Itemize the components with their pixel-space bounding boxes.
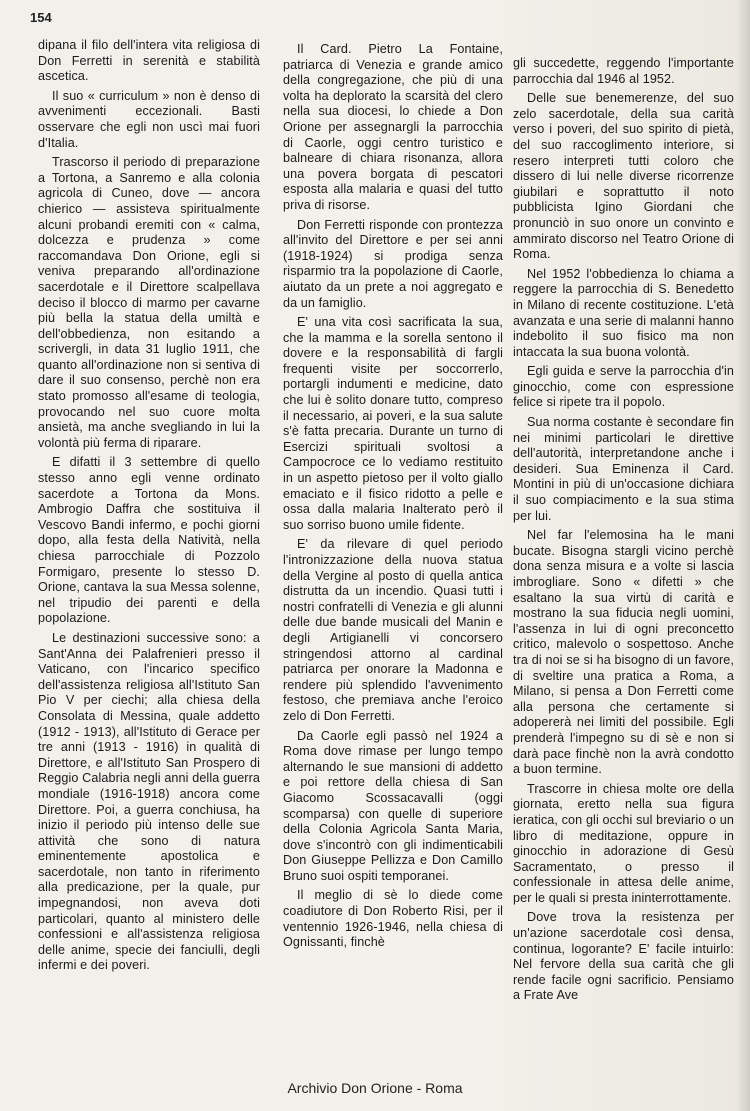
page-edge-shadow <box>736 0 750 1111</box>
paragraph: Dove trova la resistenza per un'azione sacerdotale così densa, continua, logorante? E' facile intuirlo: Nel fervore della sua carità che gli rende facile ogni sacrificio. Pensiamo a Frate Ave <box>513 910 734 1003</box>
paragraph: dipana il filo dell'intera vita religiosa di Don Ferretti in serenità e stabilità ascetica. <box>38 38 260 84</box>
paragraph: Il suo « curriculum » non è denso di avvenimenti eccezionali. Basti osservare che egli non uscì mai fuori d'Italia. <box>38 88 260 150</box>
text-column-1 <box>38 38 260 978</box>
paragraph: Nel 1952 l'obbedienza lo chiama a reggere la parrocchia di S. Benedetto in Milano di recente costituzione. L'età avanzata e una serie di malanni hanno indebolito il suo fisico ma non intaccata la sua buona volontà. <box>513 266 734 359</box>
paragraph: Il meglio di sè lo diede come coadiutore di Don Roberto Risi, per il ventennio 1926-1946, nella chiesa di Ognissanti, finchè <box>283 888 503 950</box>
paragraph: Trascorso il periodo di preparazione a Tortona, a Sanremo e alla colonia agricola di Cuneo, dove — ancora chierico — assisteva spiritualmente alcuni probandi eremiti con « calma, dolcezza e prudenza » come raccomandava Don Orione, egli si veniva preparando all'ordinazione sacerdotale e il Direttore scalpellava deciso il blocco di marmo per cavarne più bella la statua della umiltà e dell'obbedienza, non esitando a scrivergli, in data 31 luglio 1911, che quanto all'ordinazione non si sentiva di dare il suo consenso, perchè non era stato promosso all'esame di teologia, provocando nel suo cuore molta ansietà, ma anche svegliando in lui la volontà più ferma di riparare. <box>38 155 260 450</box>
paragraph: Da Caorle egli passò nel 1924 a Roma dove rimase per lungo tempo alternando le sue mansioni di addetto e poi rettore della chiesa di San Giacomo Scossacavalli (oggi scomparsa) con quelle di superiore della Colonia Agricola Santa Maria, dove s'incontrò con gli indimenticabili Don Giuseppe Pellizza e Don Camillo Bruno suoi ospiti temporanei. <box>283 728 503 883</box>
paragraph: Trascorre in chiesa molte ore della giornata, eretto nella sua figura ieratica, con gli occhi sul breviario o un libro di meditazione, oppure in ginocchio in adorazione di Gesù Sacramentato, o presso il confessionale in attesa delle anime, per le quali si presta ininterrottamente. <box>513 781 734 905</box>
paragraph: Don Ferretti risponde con prontezza all'invito del Direttore e per sei anni (1918-1924) si prodiga senza risparmio tra la popolazione di Caorle, aiutato da un prete a noi aggregato e da un famiglio. <box>283 217 503 310</box>
paragraph: Egli guida e serve la parrocchia d'in ginocchio, come con espressione felice si ripete tra il popolo. <box>513 364 734 410</box>
paragraph: Delle sue benemerenze, del suo zelo sacerdotale, della sua carità verso i poveri, del suo spirito di pietà, del suo raccoglimento interiore, si resero interpreti tutti coloro che dissero di lui nelle diverse ricorrenze giubilari e soprattutto il noto pubblicista Igino Giordani che pronunciò in suo onore un convinto e ammirato discorso nel Teatro Orione di Roma. <box>513 91 734 262</box>
text-column-2 <box>283 42 503 955</box>
paragraph: Le destinazioni successive sono: a Sant'Anna dei Palafrenieri presso il Vaticano, con l'incarico specifico dell'assistenza religiosa all'Istituto San Pio V per ciechi; alla chiesa della Consolata di Messina, quale addetto (1912 - 1913), all'Istituto di Gerace per tre anni (1913 - 1916) in qualità di Direttore, e all'Istituto San Prospero di Reggio Calabria negli anni della guerra mondiale (1916-1918) ancora come Direttore. Poi, a guerra conchiusa, ha inizio il periodo più intenso delle sue attività che sono di natura eminentemente apostolica e sacerdotale, non tanto in riferimento alla predicazione, per la quale, pur impegnandosi, non aveva doti particolari, quanto al ministero delle confessioni e all'assistenza religiosa delle anime, specie dei fanciulli, degli infermi e dei poveri. <box>38 630 260 973</box>
text-column-3 <box>513 56 734 1008</box>
paragraph: gli succedette, reggendo l'importante parrocchia dal 1946 al 1952. <box>513 56 734 86</box>
paragraph: Nel far l'elemosina ha le mani bucate. Bisogna stargli vicino perchè dona senza misura e a volte si lascia imbrogliare. Sono « difetti » che esaltano la sua virtù di carità e mostrano la sua fiducia negli uomini, l'assenza in lui di ogni preconcetto critico, malevolo o sospettoso. Anche tra di noi se si ha bisogno di un favore, di sveltire una pratica a Roma, a Milano, si pensa a Don Ferretti come alla persona che certamente si adopererà nei limiti del possibile. Egli prenderà l'impegno su di sè e non si darà pace finchè non la avrà condotto a buon termine. <box>513 528 734 777</box>
paragraph: E' da rilevare di quel periodo l'intronizzazione della nuova statua della Vergine al posto di quella antica distrutta da un incendio. Quasi tutti i nostri confratelli di Venezia e gli alunni delle due bande musicali del Manin e degli Artigianelli vi concorsero stringendosi attorno al cardinal patriarca per onorare la Madonna e rendere più splendido l'avvenimento festoso, che premiava anche l'eroico zelo di Don Ferretti. <box>283 537 503 723</box>
page-number: 154 <box>30 10 52 25</box>
paragraph: Sua norma costante è secondare fin nei minimi particolari le direttive dell'autorità, interpretandone anche i desideri. Sua Eminenza il Card. Montini in più di un'occasione dichiara il suo compiacimento e la sua stima per lui. <box>513 415 734 523</box>
paragraph: E difatti il 3 settembre di quello stesso anno egli venne ordinato sacerdote a Tortona da Mons. Ambrogio Daffra che sostituiva il Vescovo Bandi infermo, e pochi giorni dopo, alla festa della Natività, nella chiesa parrocchiale di Pozzolo Formigaro, presente lo stesso D. Orione, cantava la sua Messa solenne, nel tripudio dei parenti e della popolazione. <box>38 455 260 626</box>
paragraph: Il Card. Pietro La Fontaine, patriarca di Venezia e grande amico della congregazione, che più di una volta ha deplorato la scarsità del clero nella sua diocesi, lo chiede a Don Orione per assegnargli la parrocchia di Caorle, oggi centro turistico e balneare di chiara risonanza, allora una povera borgata di pescatori esposta alla malaria e quasi del tutto priva di risorse. <box>283 42 503 212</box>
archive-footer: Archivio Don Orione - Roma <box>287 1080 463 1096</box>
paragraph: E' una vita così sacrificata la sua, che la mamma e la sorella sentono il dovere e la responsabilità di fargli frequenti visite per soccorrerlo, portargli indumenti e medicine, dato che lui è solito donare tutto, compreso il necessario, ai poveri, e la sua salute s'è fatta precaria. Durante un turno di Esercizi spirituali svoltosi a Campocroce ce lo vediamo restituito in un aspetto pietoso per il volto giallo emaciato e il fisico ridotto a pelle e ossa dalla malaria Inalterato però il suo sorriso buono umile fidente. <box>283 315 503 532</box>
